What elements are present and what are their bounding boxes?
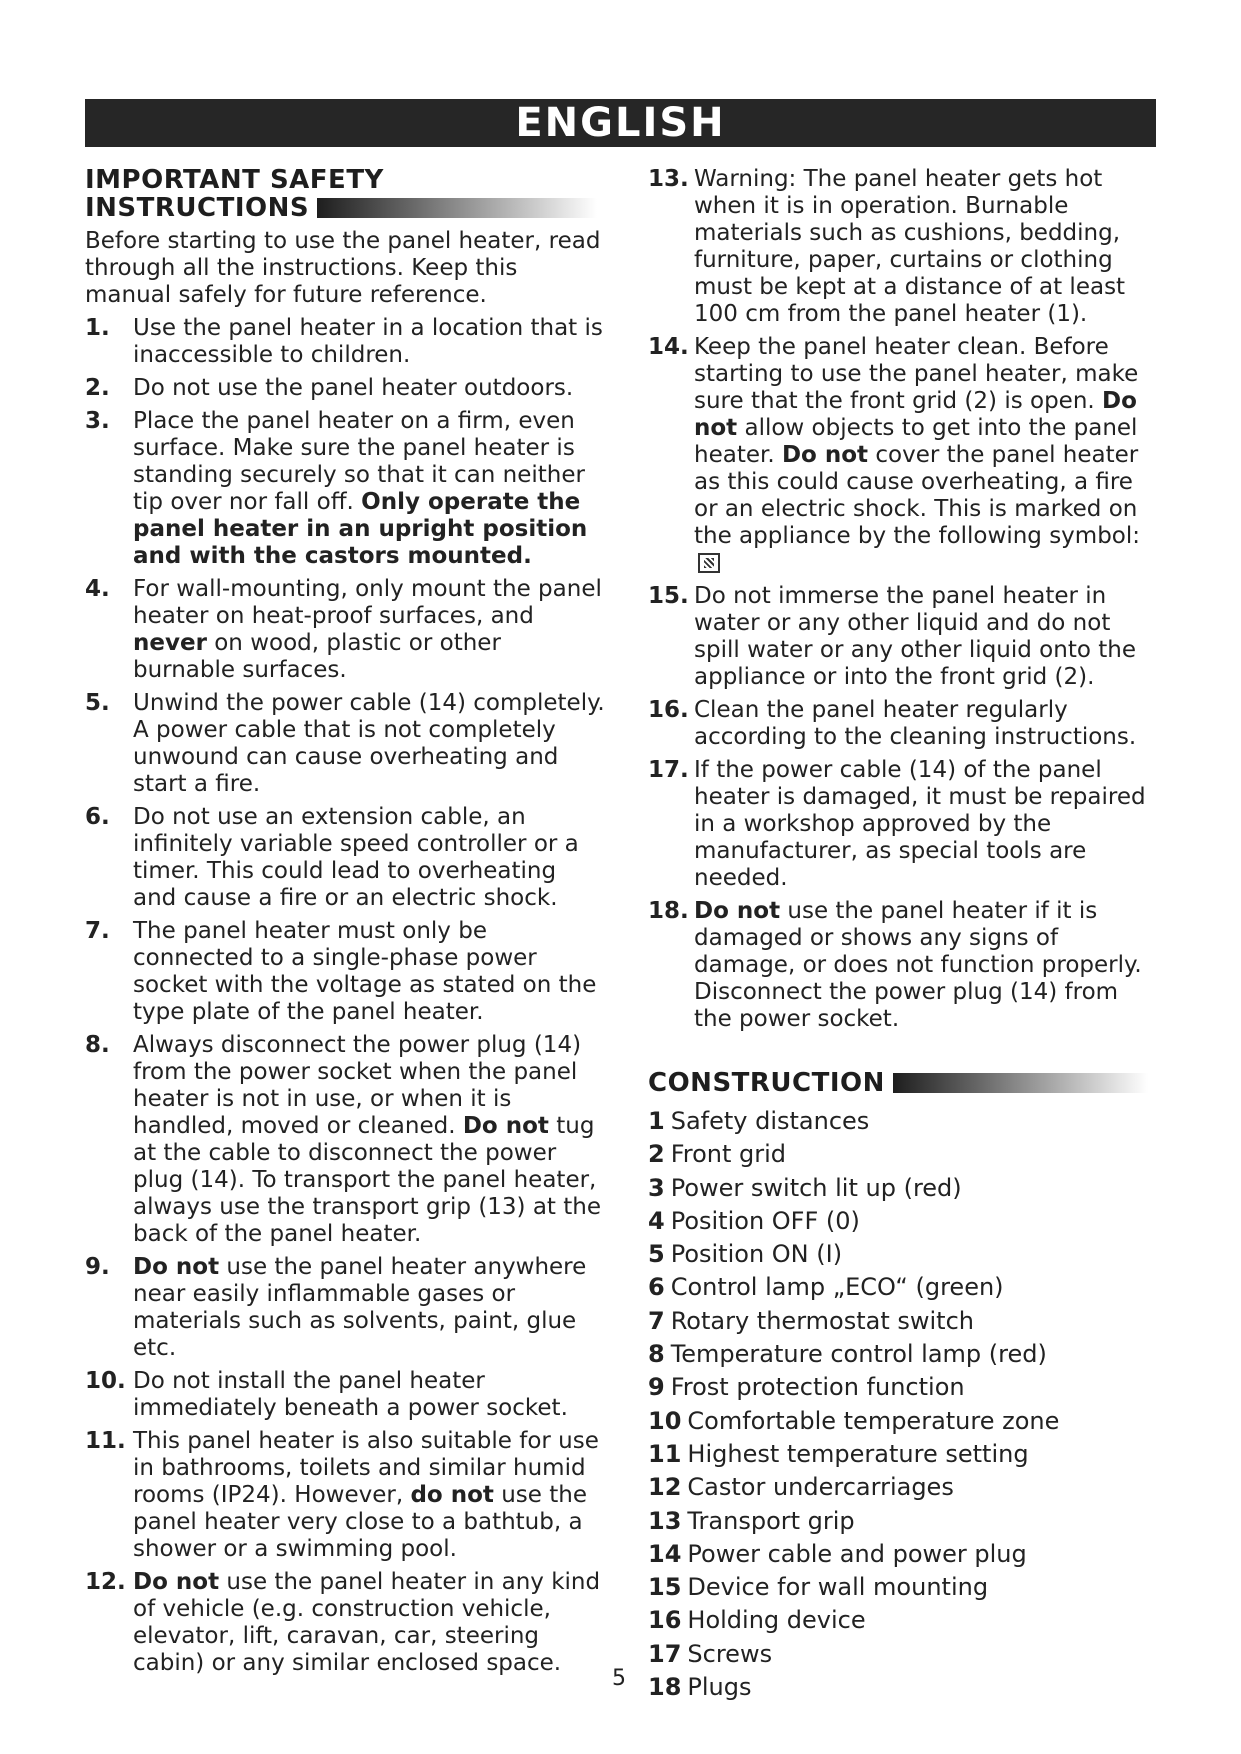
- part-label: Comfortable temperature zone: [687, 1406, 1060, 1435]
- safety-item-17: [648, 757, 1160, 892]
- item-text: If the power cable (14) of the panel heater is damaged, it must be repaired in a workshop approved by the manufacturer, as special tools are needed.: [694, 757, 1146, 891]
- safety-item-10: [85, 1368, 605, 1422]
- part-number: 17: [648, 1639, 682, 1668]
- construction-part-10: [648, 1405, 1160, 1438]
- construction-part-15: [648, 1571, 1160, 1604]
- construction-heading-text: CONSTRUCTION: [648, 1068, 885, 1098]
- page-number: 5: [612, 1666, 626, 1691]
- item-text: Clean the panel heater regularly according to the cleaning instructions.: [694, 697, 1137, 750]
- part-number: 3: [648, 1173, 665, 1202]
- part-number: 15: [648, 1573, 682, 1602]
- construction-part-12: [648, 1471, 1160, 1504]
- item-number: 1.: [85, 315, 110, 341]
- part-label: Transport grip: [687, 1506, 855, 1535]
- safety-item-16: [648, 697, 1160, 751]
- item-text: Use the panel heater in a location that is inaccessible to children.: [133, 315, 603, 368]
- part-label: Device for wall mounting: [687, 1573, 989, 1602]
- item-number: 2.: [85, 375, 110, 401]
- heading-gradient-bar: [893, 1073, 1148, 1093]
- item-bold-text: Do not: [694, 898, 781, 924]
- part-number: 14: [648, 1539, 682, 1568]
- construction-part-13: [648, 1505, 1160, 1538]
- item-text: The panel heater must only be connected to a single-phase power socket with the voltage as stated on the type plate of the panel heater.: [133, 918, 597, 1025]
- construction-part-17: [648, 1638, 1160, 1671]
- part-label: Control lamp „ECO“ (green): [670, 1273, 1004, 1302]
- item-text: Do not immerse the panel heater in water or any other liquid and do not spill water or any other liquid onto the appliance or into the front grid (2).: [694, 583, 1136, 690]
- part-number: 7: [648, 1306, 665, 1335]
- safety-item-11: [85, 1428, 605, 1563]
- item-text: Do not install the panel heater immediately beneath a power socket.: [133, 1368, 568, 1421]
- item-text-b: tug at the cable to disconnect the power plug (14). To transport the panel heater, always use the transport grip (13) at the back of the panel heater.: [133, 1113, 602, 1247]
- construction-part-4: [648, 1205, 1160, 1238]
- item-number: 7.: [85, 918, 110, 944]
- item-bold-text-a: Do not: [694, 388, 1137, 441]
- safety-item-3: [85, 408, 605, 570]
- construction-part-14: [648, 1538, 1160, 1571]
- item-number: 18.: [648, 898, 689, 924]
- safety-item-14: [648, 334, 1160, 577]
- construction-part-9: [648, 1371, 1160, 1404]
- item-bold-text: never: [133, 630, 207, 656]
- item-number: 12.: [85, 1569, 126, 1595]
- item-text: use the panel heater in any kind of vehicle (e.g. construction vehicle, elevator, lift, caravan, car, steering cabin) or any similar enclosed space.: [133, 1569, 601, 1676]
- item-number: 9.: [85, 1254, 110, 1280]
- construction-parts-list: [648, 1105, 1160, 1704]
- safety-intro: Before starting to use the panel heater, read through all the instructions. Keep this manual safely for future reference.: [85, 228, 601, 308]
- safety-item-2: [85, 375, 605, 402]
- construction-part-3: [648, 1172, 1160, 1205]
- item-number: 10.: [85, 1368, 126, 1394]
- safety-item-18: [648, 898, 1160, 1033]
- item-number: 17.: [648, 757, 689, 783]
- safety-item-12: [85, 1569, 605, 1677]
- item-bold-text: Do not: [133, 1254, 220, 1280]
- language-banner: ENGLISH: [85, 99, 1156, 147]
- item-text-a: Keep the panel heater clean. Before starting to use the panel heater, make sure that the front grid (2) is open.: [694, 334, 1139, 414]
- item-text: Warning: The panel heater gets hot when it is in operation. Burnable materials such as cushions, bedding, furniture, paper, curtains or clothing must be kept at a distance of at least 100 cm from the panel heater (1).: [694, 166, 1126, 327]
- safety-item-13: [648, 166, 1160, 328]
- construction-part-6: [648, 1271, 1160, 1304]
- item-bold-text: do not: [410, 1482, 494, 1508]
- left-column: [85, 166, 605, 1683]
- safety-heading: [85, 166, 605, 222]
- item-text-a: This panel heater is also suitable for use in bathrooms, toilets and similar humid rooms (IP24). However,: [133, 1428, 599, 1508]
- construction-part-1: [648, 1105, 1160, 1138]
- part-label: Frost protection function: [670, 1373, 965, 1402]
- item-text: Do not use the panel heater outdoors.: [133, 375, 574, 401]
- part-number: 18: [648, 1673, 682, 1702]
- construction-part-11: [648, 1438, 1160, 1471]
- safety-item-4: [85, 576, 605, 684]
- item-number: 11.: [85, 1428, 126, 1454]
- part-label: Plugs: [687, 1673, 752, 1702]
- construction-part-16: [648, 1604, 1160, 1637]
- part-number: 1: [648, 1107, 665, 1135]
- safety-item-9: [85, 1254, 605, 1362]
- heading-gradient-bar: [317, 198, 597, 218]
- part-number: 2: [648, 1140, 665, 1169]
- part-label: Power cable and power plug: [687, 1539, 1027, 1568]
- part-label: Position ON (I): [670, 1240, 843, 1269]
- item-number: 15.: [648, 583, 689, 609]
- part-number: 4: [648, 1206, 665, 1235]
- item-text-b: allow objects to get into the panel heater.: [694, 415, 1138, 468]
- part-label: Rotary thermostat switch: [670, 1306, 974, 1335]
- item-number: 8.: [85, 1032, 110, 1058]
- safety-item-15: [648, 583, 1160, 691]
- safety-item-5: [85, 690, 605, 798]
- part-label: Highest temperature setting: [687, 1439, 1029, 1468]
- part-label: Temperature control lamp (red): [670, 1340, 1047, 1369]
- item-number: 14.: [648, 334, 689, 360]
- safety-heading-line2: INSTRUCTIONS: [85, 193, 310, 223]
- part-number: 12: [648, 1473, 682, 1502]
- item-number: 4.: [85, 576, 110, 602]
- part-label: Safety distances: [670, 1107, 870, 1135]
- do-not-cover-icon: [698, 553, 720, 573]
- item-bold-text: Do not: [462, 1113, 549, 1139]
- part-number: 13: [648, 1506, 682, 1535]
- part-number: 8: [648, 1340, 665, 1369]
- item-text: Unwind the power cable (14) completely. A power cable that is not completely unwound can cause overheating and start a fire.: [133, 690, 605, 797]
- safety-item-6: [85, 804, 605, 912]
- item-number: 16.: [648, 697, 689, 723]
- part-label: Screws: [687, 1639, 773, 1668]
- construction-part-8: [648, 1338, 1160, 1371]
- item-text: Place the panel heater on a firm, even surface. Make sure the panel heater is standing securely so that it can neither tip over nor fall off.: [133, 408, 585, 515]
- item-number: 13.: [648, 166, 689, 192]
- item-text: use the panel heater anywhere near easily inflammable gases or materials such as solvents, paint, glue etc.: [133, 1254, 587, 1361]
- item-text-c: cover the panel heater as this could cause overheating, a fire or an electric shock. This is marked on the appliance by the following symbol:: [694, 442, 1141, 549]
- item-text-a: For wall-mounting, only mount the panel heater on heat-proof surfaces, and: [133, 576, 602, 629]
- part-label: Front grid: [670, 1140, 787, 1169]
- part-number: 9: [648, 1373, 665, 1402]
- item-bold-text: Only operate the panel heater in an upright position and with the castors mounted.: [133, 489, 588, 569]
- item-number: 3.: [85, 408, 110, 434]
- safety-item-1: [85, 315, 605, 369]
- construction-part-2: [648, 1138, 1160, 1171]
- part-number: 16: [648, 1606, 682, 1635]
- part-label: Castor undercarriages: [687, 1473, 954, 1502]
- part-label: Power switch lit up (red): [670, 1173, 962, 1202]
- safety-item-7: [85, 918, 605, 1026]
- item-bold-text-b: Do not: [781, 442, 869, 468]
- part-number: 10: [648, 1406, 682, 1435]
- safety-item-8: [85, 1032, 605, 1248]
- construction-part-18: [648, 1671, 1160, 1704]
- part-label: Position OFF (0): [670, 1206, 860, 1235]
- construction-part-5: [648, 1238, 1160, 1271]
- item-text: Do not use an extension cable, an infinitely variable speed controller or a timer. This could lead to overheating and cause a fire or an electric shock.: [133, 804, 579, 911]
- construction-part-7: [648, 1305, 1160, 1338]
- item-number: 5.: [85, 690, 110, 716]
- construction-heading: [648, 1069, 1160, 1097]
- part-number: 11: [648, 1439, 682, 1468]
- part-number: 5: [648, 1240, 665, 1269]
- item-text: use the panel heater if it is damaged or shows any signs of damage, or does not function properly. Disconnect the power plug (14) from the power socket.: [694, 898, 1142, 1032]
- right-column: [648, 166, 1160, 1704]
- item-number: 6.: [85, 804, 110, 830]
- item-bold-text: Do not: [133, 1569, 220, 1595]
- part-number: 6: [648, 1273, 665, 1302]
- item-text-b: on wood, plastic or other burnable surfaces.: [133, 630, 501, 683]
- item-text-a: Always disconnect the power plug (14) from the power socket when the panel heater is not in use, or when it is handled, moved or cleaned.: [133, 1032, 582, 1139]
- safety-heading-line1: IMPORTANT SAFETY: [85, 165, 384, 195]
- part-label: Holding device: [687, 1606, 866, 1635]
- item-text-b: use the panel heater very close to a bathtub, a shower or a swimming pool.: [133, 1482, 587, 1562]
